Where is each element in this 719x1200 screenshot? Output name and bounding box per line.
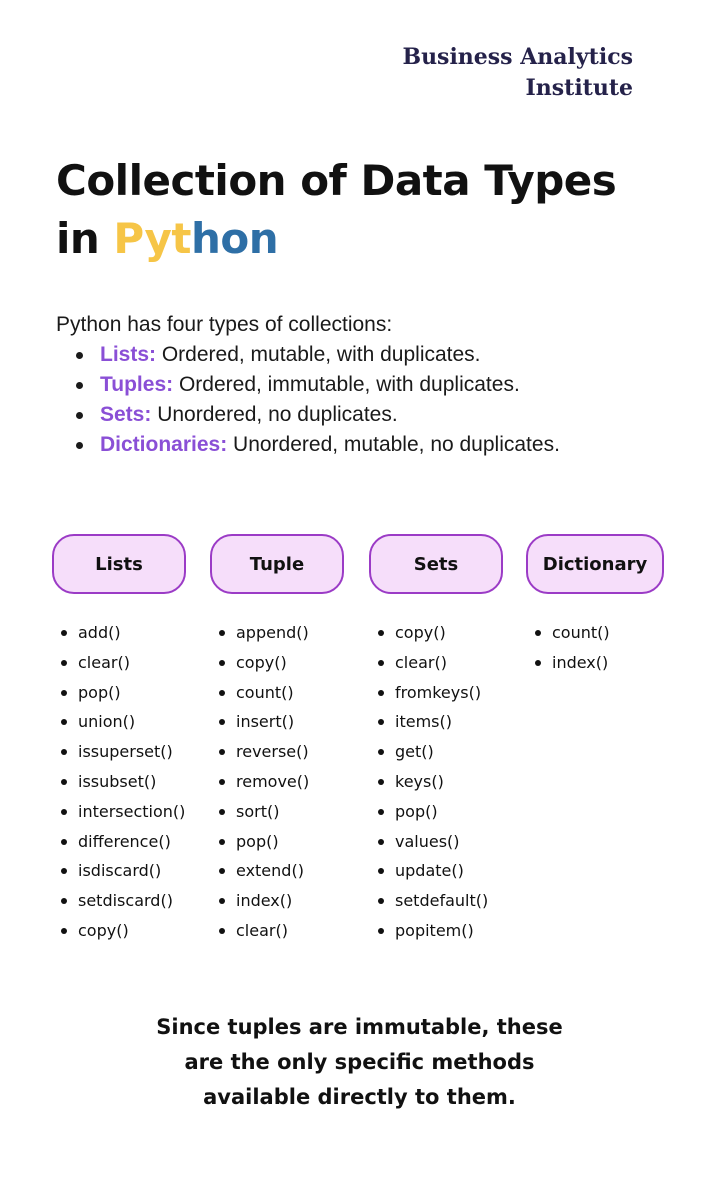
footnote-line-2: are the only specific methods [184,1050,535,1074]
collection-type-desc: Unordered, mutable, no duplicates. [227,433,560,456]
method-item: pop() [236,827,344,857]
footnote-line-1: Since tuples are immutable, these [156,1015,563,1039]
method-item: intersection() [78,797,186,827]
methods-columns [52,534,664,954]
methods-list-sets [369,618,503,946]
collection-type-term: Lists: [100,343,157,366]
footnote [0,1010,719,1115]
method-item: count() [552,618,664,648]
method-item: append() [236,618,344,648]
collection-type-term: Dictionaries: [100,433,228,456]
pill-tuple: Tuple [210,534,344,594]
method-item: pop() [395,797,503,827]
method-item: popitem() [395,916,503,946]
method-item: clear() [236,916,344,946]
column-dictionary [526,534,664,678]
method-item: count() [236,678,344,708]
method-item: pop() [78,678,186,708]
method-item: add() [78,618,186,648]
collection-type-desc: Ordered, mutable, with duplicates. [156,343,481,366]
intro-section [56,310,676,460]
method-item: values() [395,827,503,857]
pill-dictionary: Dictionary [526,534,664,594]
collection-type-item [100,340,676,370]
column-tuple [210,534,344,946]
method-item: fromkeys() [395,678,503,708]
collection-type-desc: Ordered, immutable, with duplicates. [173,373,520,396]
collection-type-item [100,400,676,430]
method-item: copy() [395,618,503,648]
method-item: issubset() [78,767,186,797]
brand-line-1: Business Analytics [402,44,633,70]
collection-type-desc: Unordered, no duplicates. [151,403,398,426]
collection-type-term: Sets: [100,403,152,426]
title-python-part-2: t [171,214,191,263]
method-item: index() [552,648,664,678]
methods-list-lists [52,618,186,946]
collection-type-item [100,370,676,400]
method-item: union() [78,707,186,737]
method-item: isdiscard() [78,856,186,886]
methods-list-dictionary [526,618,664,678]
method-item: index() [236,886,344,916]
method-item: clear() [78,648,186,678]
pill-sets: Sets [369,534,503,594]
method-item: sort() [236,797,344,827]
method-item: setdiscard() [78,886,186,916]
method-item: issuperset() [78,737,186,767]
brand-line-2: Institute [525,75,633,101]
method-item: extend() [236,856,344,886]
methods-list-tuple [210,618,344,946]
brand-logo-text [402,42,633,104]
pill-lists: Lists [52,534,186,594]
title-line-1: Collection of Data Types [56,156,617,205]
title-python-part-3: hon [190,214,279,263]
page-title [56,152,616,268]
method-item: insert() [236,707,344,737]
method-item: items() [395,707,503,737]
method-item: update() [395,856,503,886]
method-item: setdefault() [395,886,503,916]
footnote-line-3: available directly to them. [203,1085,516,1109]
method-item: remove() [236,767,344,797]
column-lists [52,534,186,946]
collection-type-item [100,430,676,460]
method-item: keys() [395,767,503,797]
method-item: copy() [236,648,344,678]
method-item: difference() [78,827,186,857]
title-line-2-prefix: in [56,214,114,263]
method-item: get() [395,737,503,767]
column-sets [369,534,503,946]
method-item: copy() [78,916,186,946]
collection-type-list [56,340,676,460]
intro-lead: Python has four types of collections: [56,313,393,336]
collection-type-term: Tuples: [100,373,174,396]
title-python-part-1: Py [113,214,172,263]
method-item: clear() [395,648,503,678]
method-item: reverse() [236,737,344,767]
